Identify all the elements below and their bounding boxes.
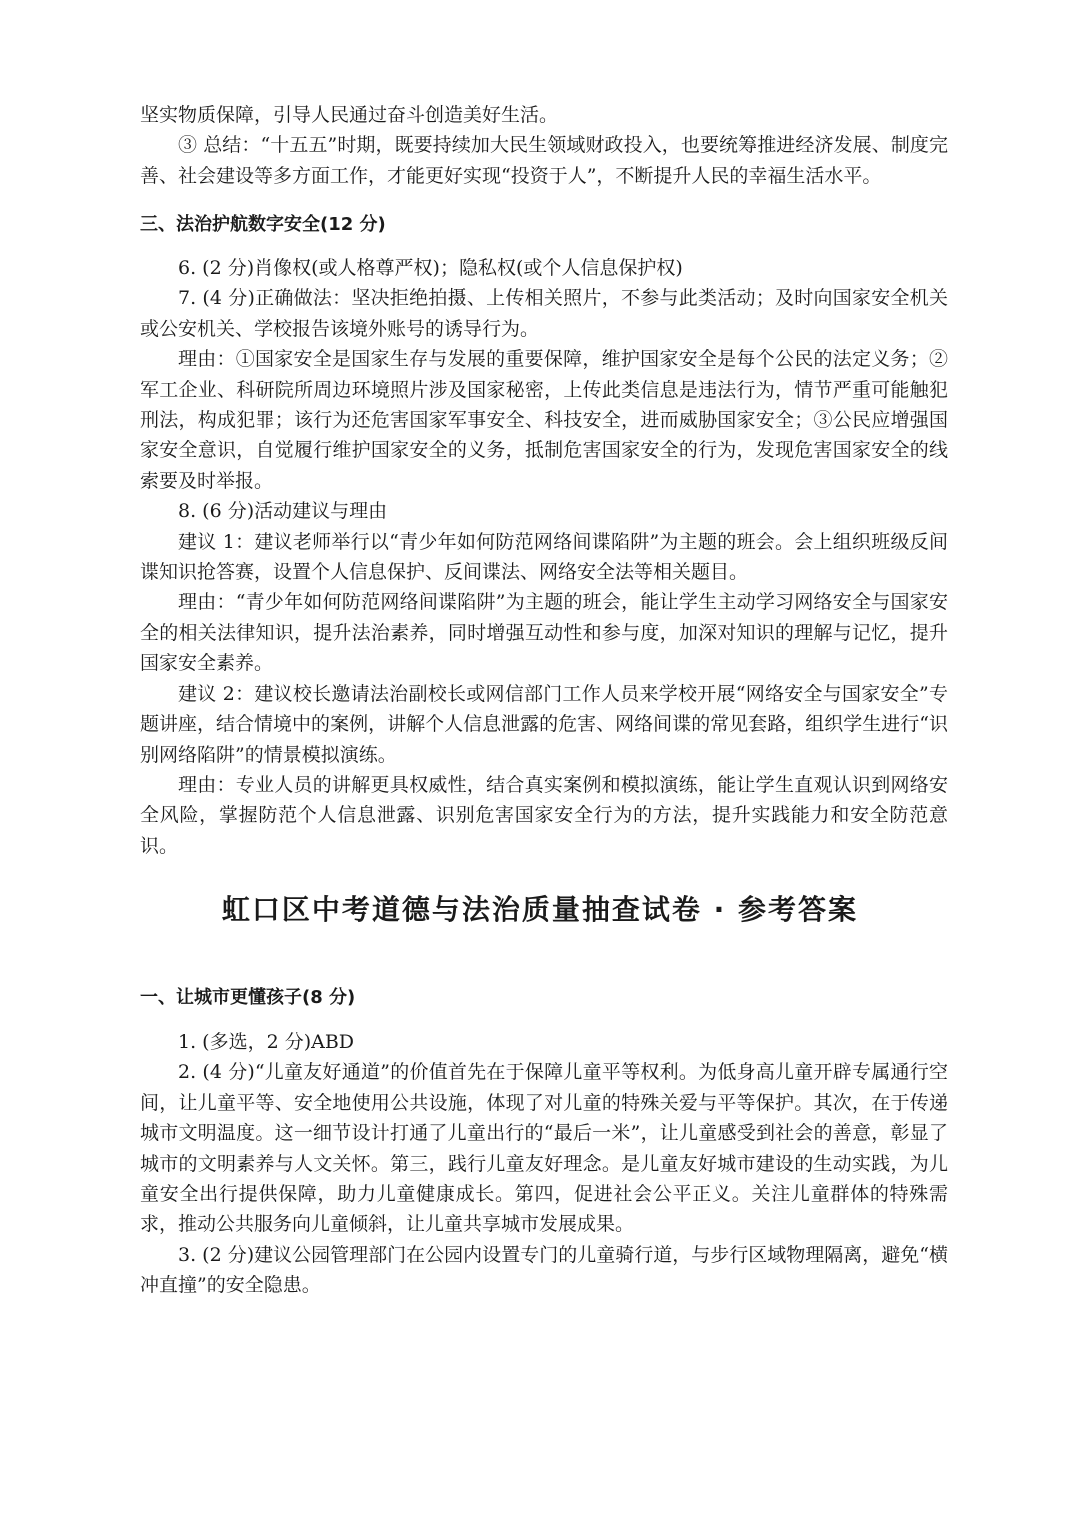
section-three-answers — [140, 253, 948, 861]
reason-1: 理由：“青少年如何防范网络间谍陷阱”为主题的班会，能让学生主动学习网络安全与国家安全的相关法律知识，提升法治素养，同时增强互动性和参与度，加深对知识的理解与记忆，提升国家安全素养。 — [140, 591, 948, 675]
section-one-answers — [140, 1027, 948, 1301]
answer-q1: 1. (多选，2 分)ABD — [178, 1031, 355, 1053]
section-three-heading: 三、法治护航数字安全(12 分) — [140, 214, 386, 235]
continuation-text: 坚实物质保障，引导人民通过奋斗创造美好生活。 — [140, 104, 559, 126]
section-three — [140, 210, 948, 240]
section-one — [140, 983, 948, 1013]
answer-q2: 2. (4 分)“儿童友好通道”的价值首先在于保障儿童平等权利。为低身高儿童开辟专属通行空间，让儿童平等、安全地使用公共设施，体现了对儿童的特殊关爱与平等保护。其次，在于传递城市文明温度。这一细节设计打通了儿童出行的“最后一米”，让儿童感受到社会的善意，彰显了城市的文明素养与人文关怀。第三，践行儿童友好理念。是儿童友好城市建设的生动实践，为儿童安全出行提供保障，助力儿童健康成长。第四，促进社会公平正义。关注儿童群体的特殊需求，推动公共服务向儿童倾斜，让儿童共享城市发展成果。 — [140, 1061, 948, 1236]
summary-paragraph: ③ 总结：“十五五”时期，既要持续加大民生领域财政投入，也要统筹推进经济发展、制度完善、社会建设等多方面工作，才能更好实现“投资于人”，不断提升人民的幸福生活水平。 — [140, 134, 948, 187]
answer-q7-reason: 理由：①国家安全是国家生存与发展的重要保障，维护国家安全是每个公民的法定义务；②军工企业、科研院所周边环境照片涉及国家秘密，上传此类信息是违法行为，情节严重可能触犯刑法，构成犯罪；该行为还危害国家军事安全、科技安全，进而威胁国家安全；③公民应增强国家安全意识，自觉履行维护国家安全的义务，抵制危害国家安全的行为，发现危害国家安全的线索要及时举报。 — [140, 348, 948, 492]
reason-2: 理由：专业人员的讲解更具权威性，结合真实案例和模拟演练，能让学生直观认识到网络安全风险，掌握防范个人信息泄露、识别危害国家安全行为的方法，提升实践能力和安全防范意识。 — [140, 773, 948, 857]
answer-q7: 7. (4 分)正确做法：坚决拒绝拍摄、上传相关照片，不参与此类活动；及时向国家安全机关或公安机关、学校报告该境外账号的诱导行为。 — [140, 287, 948, 340]
top-continuation-block — [140, 100, 948, 191]
section-one-heading: 一、让城市更懂孩子(8 分) — [140, 987, 356, 1008]
answer-q3: 3. (2 分)建议公园管理部门在公园内设置专门的儿童骑行道，与步行区域物理隔离，避免“横冲直撞”的安全隐患。 — [140, 1243, 948, 1297]
suggestion-1: 建议 1：建议老师举行以“青少年如何防范网络间谍陷阱”为主题的班会。会上组织班级反间谍知识抢答赛，设置个人信息保护、反间谍法、网络安全法等相关题目。 — [140, 530, 948, 584]
page-title: 虹口区中考道德与法治质量抽查试卷 · 参考答案 — [221, 893, 859, 926]
answer-q6: 6. (2 分)肖像权(或人格尊严权)；隐私权(或个人信息保护权) — [178, 257, 683, 279]
answer-q8: 8. (6 分)活动建议与理由 — [178, 500, 388, 523]
suggestion-2: 建议 2：建议校长邀请法治副校长或网信部门工作人员来学校开展“网络安全与国家安全”专题讲座，结合情境中的案例，讲解个人信息泄露的危害、网络间谍的常见套路，组织学生进行“识别网络陷阱”的情景模拟演练。 — [140, 682, 948, 766]
